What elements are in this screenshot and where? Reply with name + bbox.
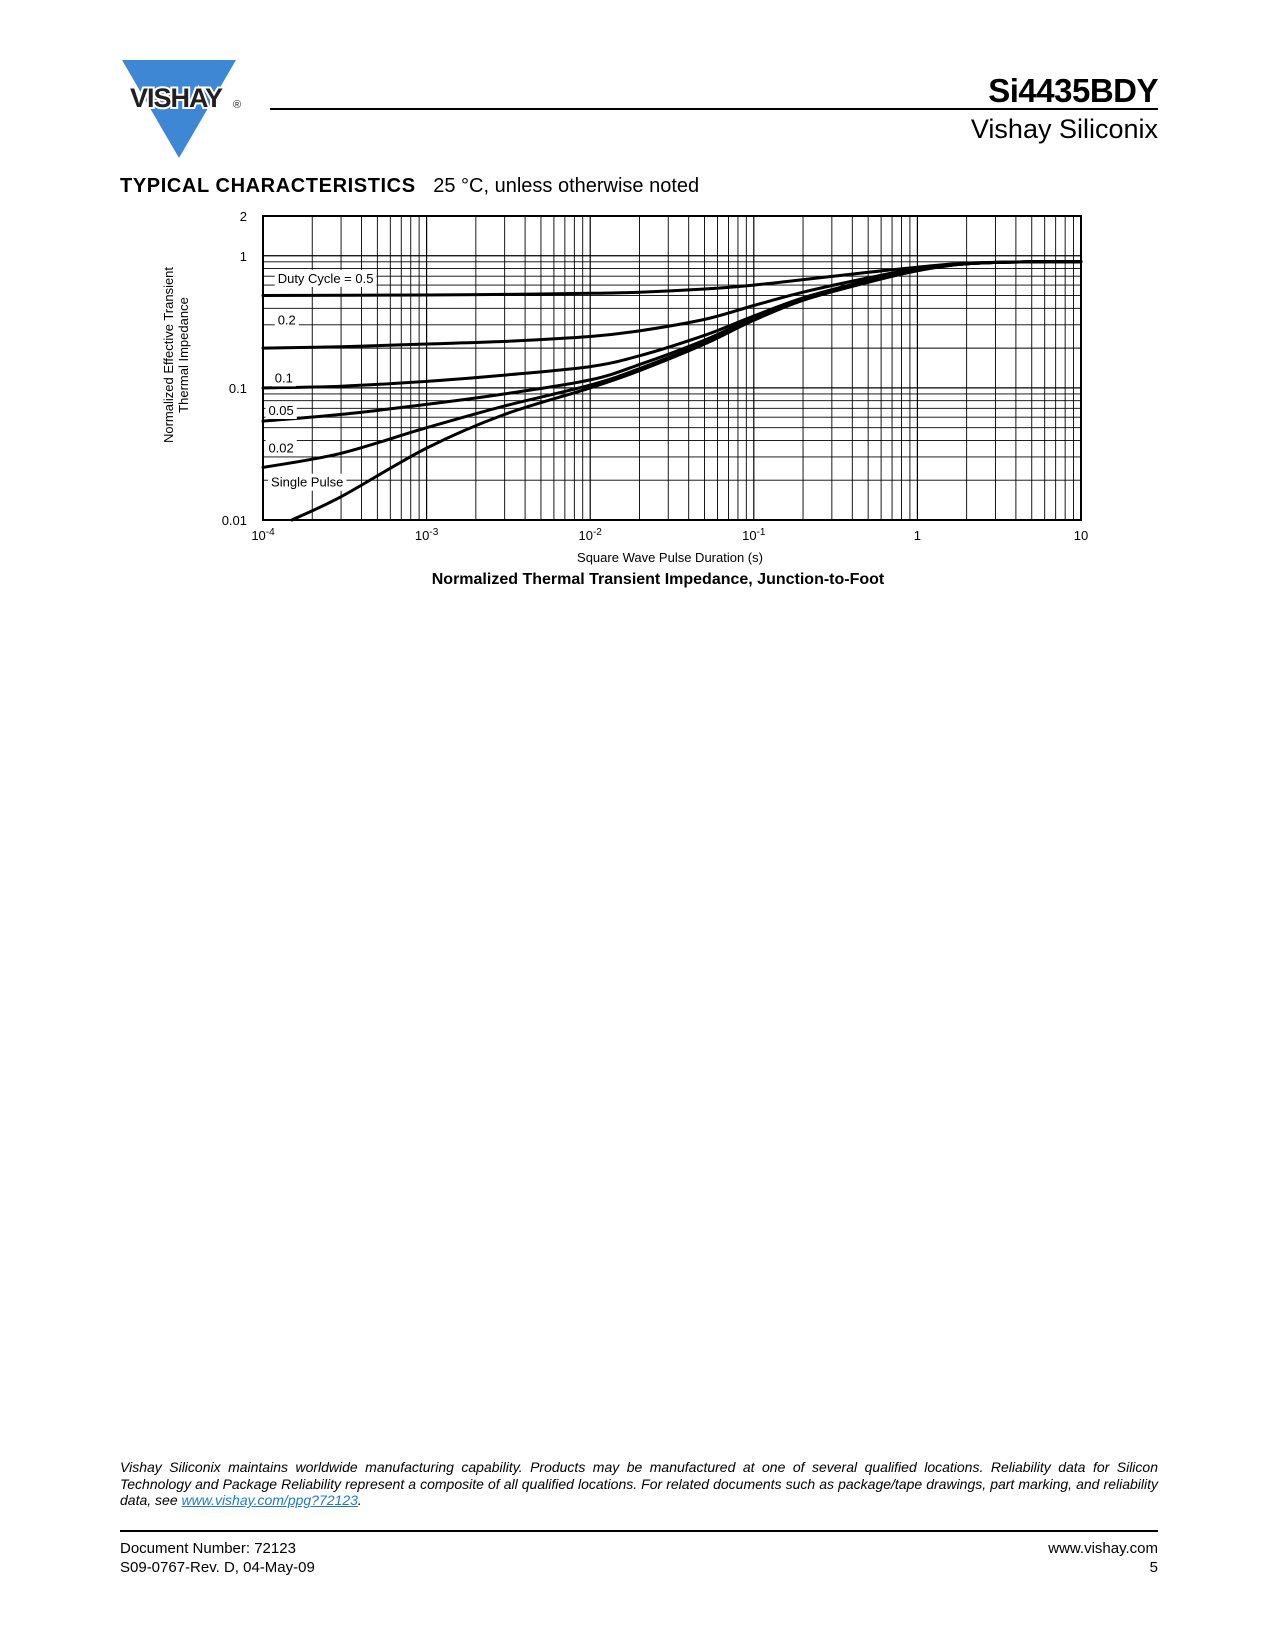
x-tick-label: 10 (1073, 528, 1089, 543)
chart-title: Normalized Thermal Transient Impedance, Junction-to-Foot (431, 571, 885, 588)
x-tick-label: $10^{-2}$ (578, 527, 602, 543)
thermal-impedance-chart (160, 210, 1160, 620)
website[interactable]: www.vishay.com (1048, 1540, 1158, 1557)
x-tick-label: $10^{-1}$ (742, 527, 766, 543)
series-label-text: 0.05 (268, 403, 294, 419)
y-axis-label-line1: Normalized Effective Transient (161, 266, 176, 444)
footnote-end: . (357, 1492, 362, 1508)
y-tick-label: 0.1 (228, 380, 247, 396)
section-condition: 25 °C, unless otherwise noted (433, 175, 700, 197)
x-tick-label: $10^{-3}$ (414, 527, 439, 543)
logo-registered-mark: ® (233, 99, 242, 111)
footer-rule (120, 1530, 1158, 1532)
document-number: Document Number: 72123 (120, 1540, 296, 1557)
section-title: TYPICAL CHARACTERISTICS (120, 175, 416, 197)
x-tick-label: 1 (913, 528, 922, 543)
footer-right (1048, 1539, 1158, 1577)
series-label-1 (275, 311, 299, 328)
page-number: 5 (1149, 1559, 1158, 1576)
series-label-5 (268, 474, 346, 491)
logo-text: VISHAY (129, 83, 223, 113)
y-tick-label: 0.01 (221, 513, 247, 528)
company-name: Vishay Siliconix (970, 114, 1158, 144)
footnote (120, 1459, 1158, 1509)
footnote-text: Vishay Siliconix maintains worldwide manufacturing capability. Products may be manufactured at one of several qualified locations. Reliability data for Silicon Technology and Package Reliability represent a composite of all qualified locations. For related documents such as package/tape drawings, part marking, and reliability data, see (120, 1459, 1158, 1508)
x-tick-label: $10^{-4}$ (251, 527, 275, 543)
series-label-0 (275, 270, 377, 287)
series-label-text: 0.1 (274, 370, 293, 386)
x-axis-label: Square Wave Pulse Duration (s) (577, 550, 763, 565)
revision: S09-0767-Rev. D, 04-May-09 (120, 1559, 315, 1576)
series-label-text: Duty Cycle = 0.5 (277, 270, 374, 286)
series-label-3 (265, 402, 296, 419)
y-tick-label: 2 (239, 210, 247, 224)
y-axis-label-line2: Thermal Impedance (176, 297, 191, 413)
section-heading (120, 175, 699, 198)
y-axis-ticks (222, 210, 247, 528)
x-axis-ticks (251, 527, 1088, 543)
y-tick-label: 1 (239, 248, 247, 264)
series-label-text: Single Pulse (271, 474, 344, 490)
series-label-4 (265, 439, 296, 456)
series-label-text: 0.2 (277, 312, 296, 328)
footnote-link[interactable]: www.vishay.com/ppg?72123 (181, 1492, 358, 1508)
footer-left (120, 1539, 315, 1577)
series-label-text: 0.02 (268, 440, 294, 456)
series-label-2 (272, 369, 296, 386)
part-number: Si4435BDY (988, 72, 1158, 109)
vishay-logo (120, 60, 245, 162)
